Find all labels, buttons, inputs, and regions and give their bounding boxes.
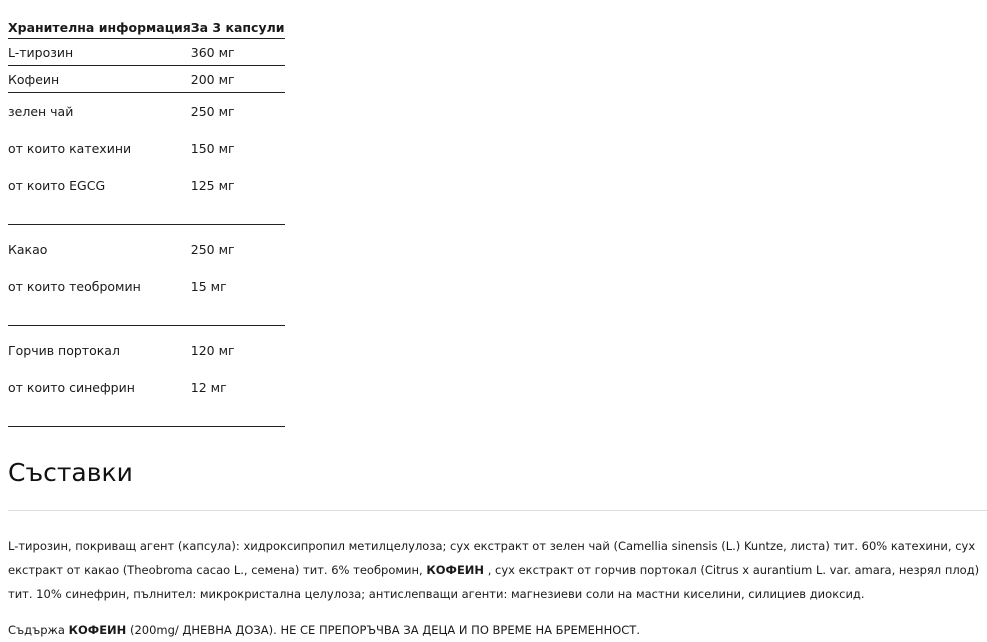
row-name: от които катехини <box>8 141 132 156</box>
row-value: 200 мг <box>191 66 285 93</box>
ingredients-part1: L-тирозин, покриващ агент (капсула): хидроксипропил метилцелулоза; сух екстракт от зелен чай (Camellia sinensis (L.) Kuntze, листа) тит. 60% катехини, сух екстракт от какао (Theobroma cacao L., семена) тит. 6% теобромин, <box>8 539 976 577</box>
row-value: 15 мг <box>190 279 227 294</box>
caffeine-warning <box>8 618 640 642</box>
row-value: 150 мг <box>190 141 235 156</box>
warning-caffeine-bold: КОФЕИН <box>68 623 127 637</box>
warning-suffix: (200mg/ ДНЕВНА ДОЗА). НЕ СЕ ПРЕПОРЪЧВА ЗА ДЕЦА И ПО ВРЕМЕ НА БРЕМЕННОСТ. <box>126 623 640 637</box>
header-per-3-capsules: За 3 капсули <box>191 14 285 39</box>
table-row <box>8 39 285 66</box>
section-divider <box>8 510 987 511</box>
nutrition-table <box>8 14 285 427</box>
row-name: зелен чай <box>8 104 74 119</box>
group-values <box>191 93 285 225</box>
row-name: Кофеин <box>8 66 191 93</box>
ingredients-part2: , сух екстракт от горчив портокал (Citrus x aurantium L. var. amara, незрял плод) тит. 10% синефрин, пълнител: микрокристална целулоза; антислепващи агенти: магнезиеви соли на мастни киселини, силициев диоксид. <box>8 563 980 601</box>
row-value: 12 мг <box>190 380 227 395</box>
row-name: от които EGCG <box>8 178 106 193</box>
table-row-group <box>8 225 285 326</box>
row-value: 125 мг <box>190 178 235 193</box>
row-value: 250 мг <box>190 104 235 119</box>
group-values <box>191 326 285 427</box>
row-name: Какао <box>8 242 48 257</box>
row-value: 360 мг <box>191 39 285 66</box>
group-names <box>8 93 191 225</box>
group-names <box>8 225 191 326</box>
warning-prefix: Съдържа <box>8 623 69 637</box>
table-row-group <box>8 326 285 427</box>
ingredients-caffeine-bold: КОФЕИН <box>426 563 485 577</box>
row-name: от които синефрин <box>8 380 135 395</box>
row-name: Горчив портокал <box>8 343 120 358</box>
table-row <box>8 66 285 93</box>
group-values <box>191 225 285 326</box>
table-row-group <box>8 93 285 225</box>
group-names <box>8 326 191 427</box>
row-name: от които теобромин <box>8 279 141 294</box>
row-name: L-тирозин <box>8 39 191 66</box>
header-nutrition-info: Хранителна информация <box>8 14 191 39</box>
section-title-ingredients: Съставки <box>8 458 133 487</box>
row-value: 120 мг <box>190 343 235 358</box>
table-header-row <box>8 14 285 39</box>
row-value: 250 мг <box>190 242 235 257</box>
ingredients-text <box>8 534 987 606</box>
